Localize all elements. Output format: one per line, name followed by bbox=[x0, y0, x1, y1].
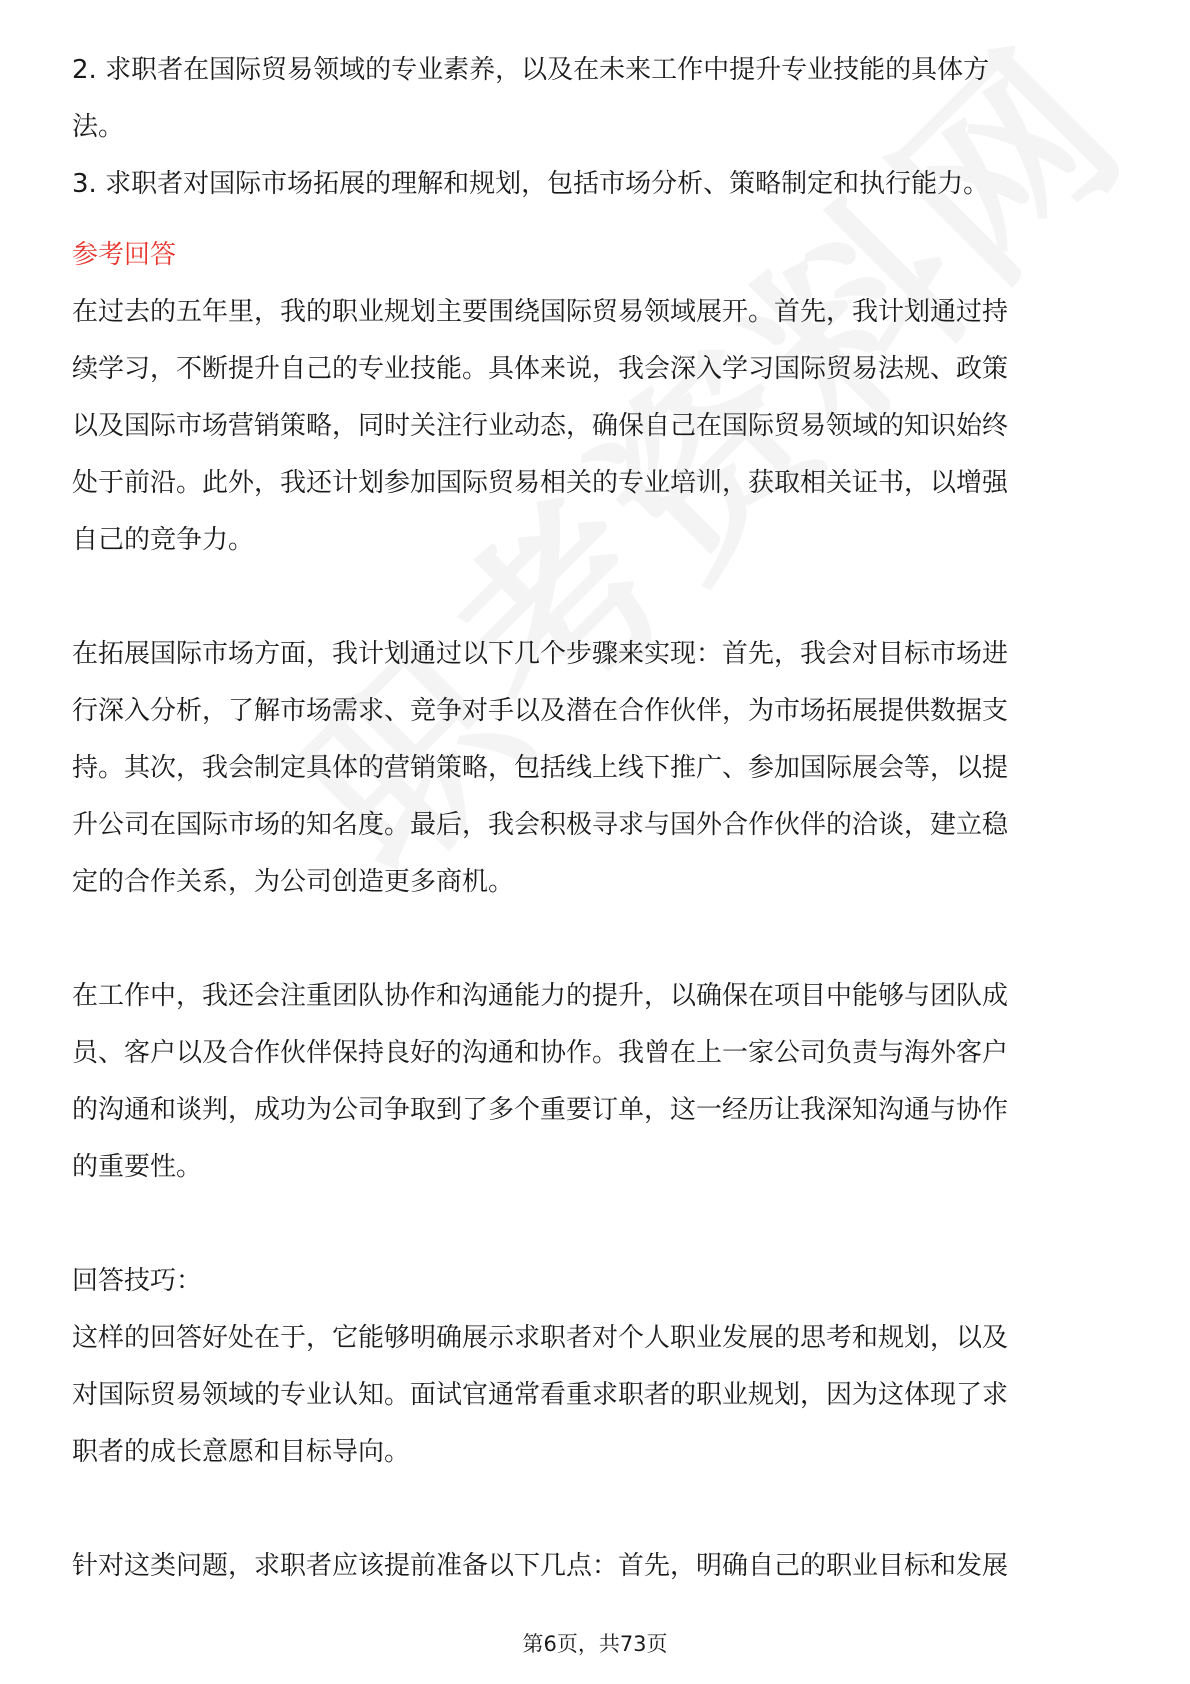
page-number: 第6页，共73页 bbox=[522, 1632, 668, 1656]
paragraph-line: 升公司在国际市场的知名度。最后，我会积极寻求与国外合作伙伴的洽谈，建立稳 bbox=[72, 810, 1009, 840]
paragraph-line: 自己的竞争力。 bbox=[72, 525, 255, 555]
paragraph-line: 定的合作关系，为公司创造更多商机。 bbox=[72, 867, 515, 897]
paragraph-line: 的沟通和谈判，成功为公司争取到了多个重要订单，这一经历让我深知沟通与协作 bbox=[72, 1095, 1009, 1125]
paragraph-line: 这样的回答好处在于，它能够明确展示求职者对个人职业发展的思考和规划，以及 bbox=[72, 1323, 1009, 1353]
paragraph-line: 持。其次，我会制定具体的营销策略，包括线上线下推广、参加国际展会等，以提 bbox=[72, 753, 1009, 783]
paragraph-line: 针对这类问题，求职者应该提前准备以下几点：首先，明确自己的职业目标和发展 bbox=[72, 1551, 1009, 1581]
paragraph-line: 处于前沿。此外，我还计划参加国际贸易相关的专业培训，获取相关证书，以增强 bbox=[72, 468, 1009, 498]
paragraph-line: 在拓展国际市场方面，我计划通过以下几个步骤来实现：首先，我会对目标市场进 bbox=[72, 639, 1009, 669]
paragraph-line: 的重要性。 bbox=[72, 1152, 203, 1182]
tips-heading: 回答技巧： bbox=[72, 1266, 203, 1296]
paragraph-line: 在工作中，我还会注重团队协作和沟通能力的提升，以确保在项目中能够与团队成 bbox=[72, 981, 1009, 1011]
paragraph-line: 职者的成长意愿和目标导向。 bbox=[72, 1437, 411, 1467]
paragraph-line: 对国际贸易领域的专业认知。面试官通常看重求职者的职业规划，因为这体现了求 bbox=[72, 1380, 1009, 1410]
intro-line: 2. 求职者在国际贸易领域的专业素养，以及在未来工作中提升专业技能的具体方 bbox=[72, 55, 990, 85]
intro-line: 3. 求职者对国际市场拓展的理解和规划，包括市场分析、策略制定和执行能力。 bbox=[72, 169, 990, 199]
paragraph-line: 行深入分析，了解市场需求、竞争对手以及潜在合作伙伴，为市场拓展提供数据支 bbox=[72, 696, 1009, 726]
paragraph-line: 续学习，不断提升自己的专业技能。具体来说，我会深入学习国际贸易法规、政策 bbox=[72, 354, 1009, 384]
paragraph-line: 员、客户以及合作伙伴保持良好的沟通和协作。我曾在上一家公司负责与海外客户 bbox=[72, 1038, 1009, 1068]
paragraph-line: 在过去的五年里，我的职业规划主要围绕国际贸易领域展开。首先，我计划通过持 bbox=[72, 297, 1009, 327]
intro-line: 法。 bbox=[72, 112, 125, 142]
document-body bbox=[72, 42, 1120, 1595]
paragraph-line: 以及国际市场营销策略，同时关注行业动态，确保自己在国际贸易领域的知识始终 bbox=[72, 411, 1009, 441]
answer-heading: 参考回答 bbox=[72, 240, 177, 270]
